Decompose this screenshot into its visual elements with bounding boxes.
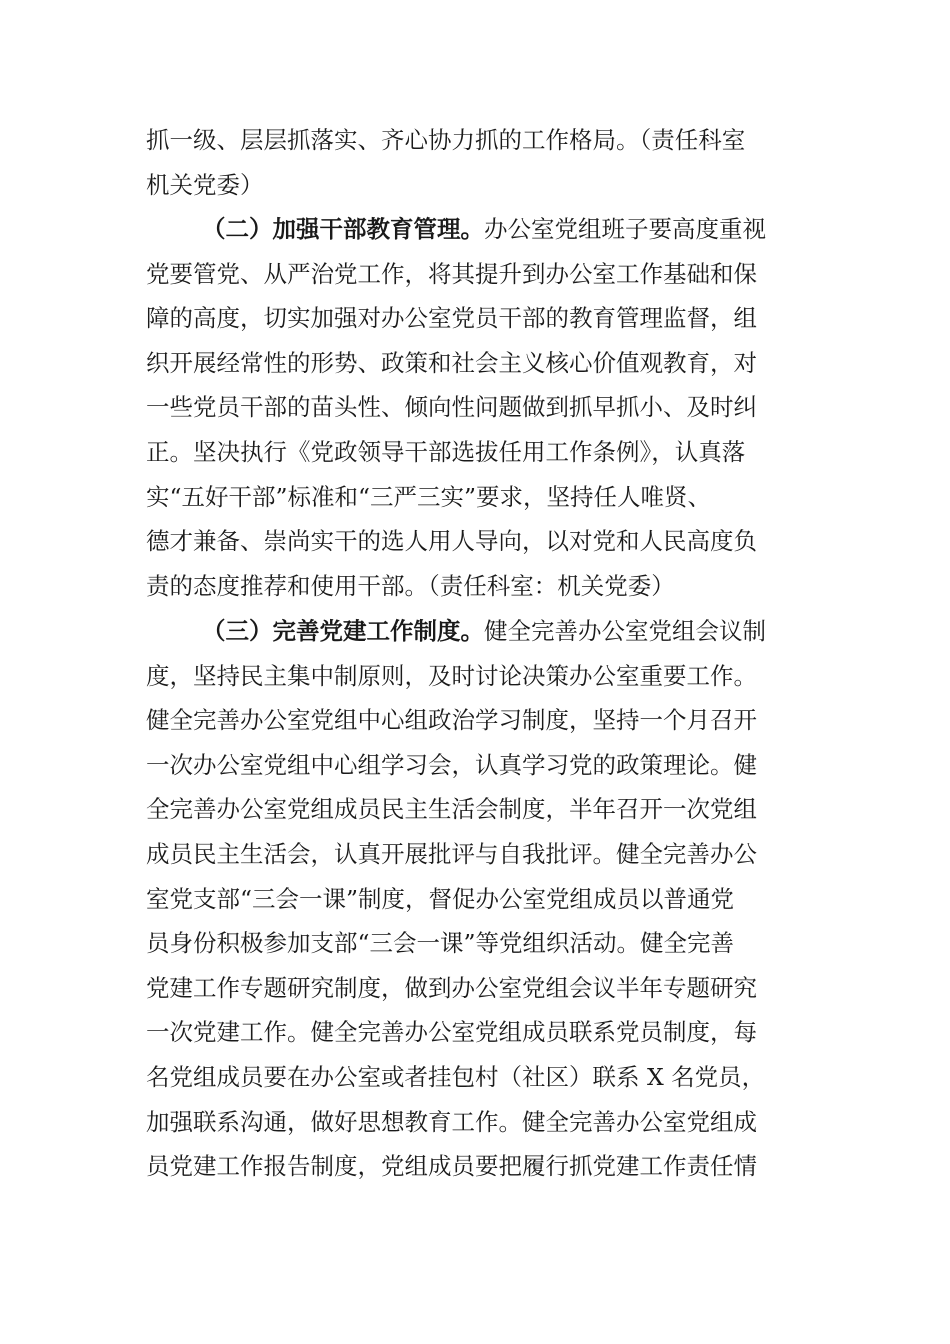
text-line: 德才兼备、崇尚实干的选人用人导向，以对党和人民高度负 (146, 527, 757, 556)
paragraph-party-system (146, 609, 808, 1189)
text-line: 责的态度推荐和使用干部。（责任科室：机关党委） (146, 571, 675, 600)
paragraph-first-line (146, 609, 808, 654)
text-line: 名党组成员要在办公室或者挂包村（社区）联系 X 名党员， (146, 1062, 766, 1091)
paragraph-cadre-education (146, 207, 808, 608)
text-line: 正。坚决执行《党政领导干部选拔任用工作条例》，认真落 (146, 437, 746, 466)
text-line: 抓一级、层层抓落实、齐心协力抓的工作格局。（责任科室 (146, 126, 746, 154)
text-line: 室党支部“三会一课”制度，督促办公室党组成员以普通党 (146, 884, 735, 913)
text-span: 办公室党组班子要高度重视 (484, 215, 766, 243)
text-line: 全完善办公室党组成员民主生活会制度，半年召开一次党组 (146, 795, 757, 824)
text-line: 党建工作专题研究制度，做到办公室党组会议半年专题研究 (146, 973, 757, 1002)
text-span: 健全完善办公室党组会议制 (484, 617, 766, 645)
text-line: 机关党委） (146, 170, 264, 199)
text-line: 一次党建工作。健全完善办公室党组成员联系党员制度，每 (146, 1018, 757, 1047)
text-line: 健全完善办公室党组中心组政治学习制度，坚持一个月召开 (146, 706, 757, 735)
text-line: 障的高度，切实加强对办公室党员干部的教育管理监督，组 (146, 304, 757, 333)
text-line: 一些党员干部的苗头性、倾向性问题做到抓早抓小、及时纠 (146, 393, 757, 422)
paragraph-heading: （二）加强干部教育管理。 (202, 215, 484, 243)
text-line: 党要管党、从严治党工作，将其提升到办公室工作基础和保 (146, 259, 757, 288)
paragraph-heading: （三）完善党建工作制度。 (202, 617, 484, 645)
text-line: 度，坚持民主集中制原则，及时讨论决策办公室重要工作。 (146, 661, 757, 690)
text-line: 加强联系沟通，做好思想教育工作。健全完善办公室党组成 (146, 1107, 757, 1136)
text-line: 员身份积极参加支部“三会一课”等党组织活动。健全完善 (146, 929, 735, 958)
text-line: 实“五好干部”标准和“三严三实”要求，坚持任人唯贤、 (146, 482, 712, 511)
text-line: 员党建工作报告制度，党组成员要把履行抓党建工作责任情 (146, 1152, 757, 1181)
text-line: 织开展经常性的形势、政策和社会主义核心价值观教育，对 (146, 348, 757, 377)
paragraph-first-line (146, 207, 808, 252)
text-line: 一次办公室党组中心组学习会，认真学习党的政策理论。健 (146, 750, 757, 779)
paragraph-continuation (146, 118, 808, 207)
text-line: 成员民主生活会，认真开展批评与自我批评。健全完善办公 (146, 839, 757, 868)
